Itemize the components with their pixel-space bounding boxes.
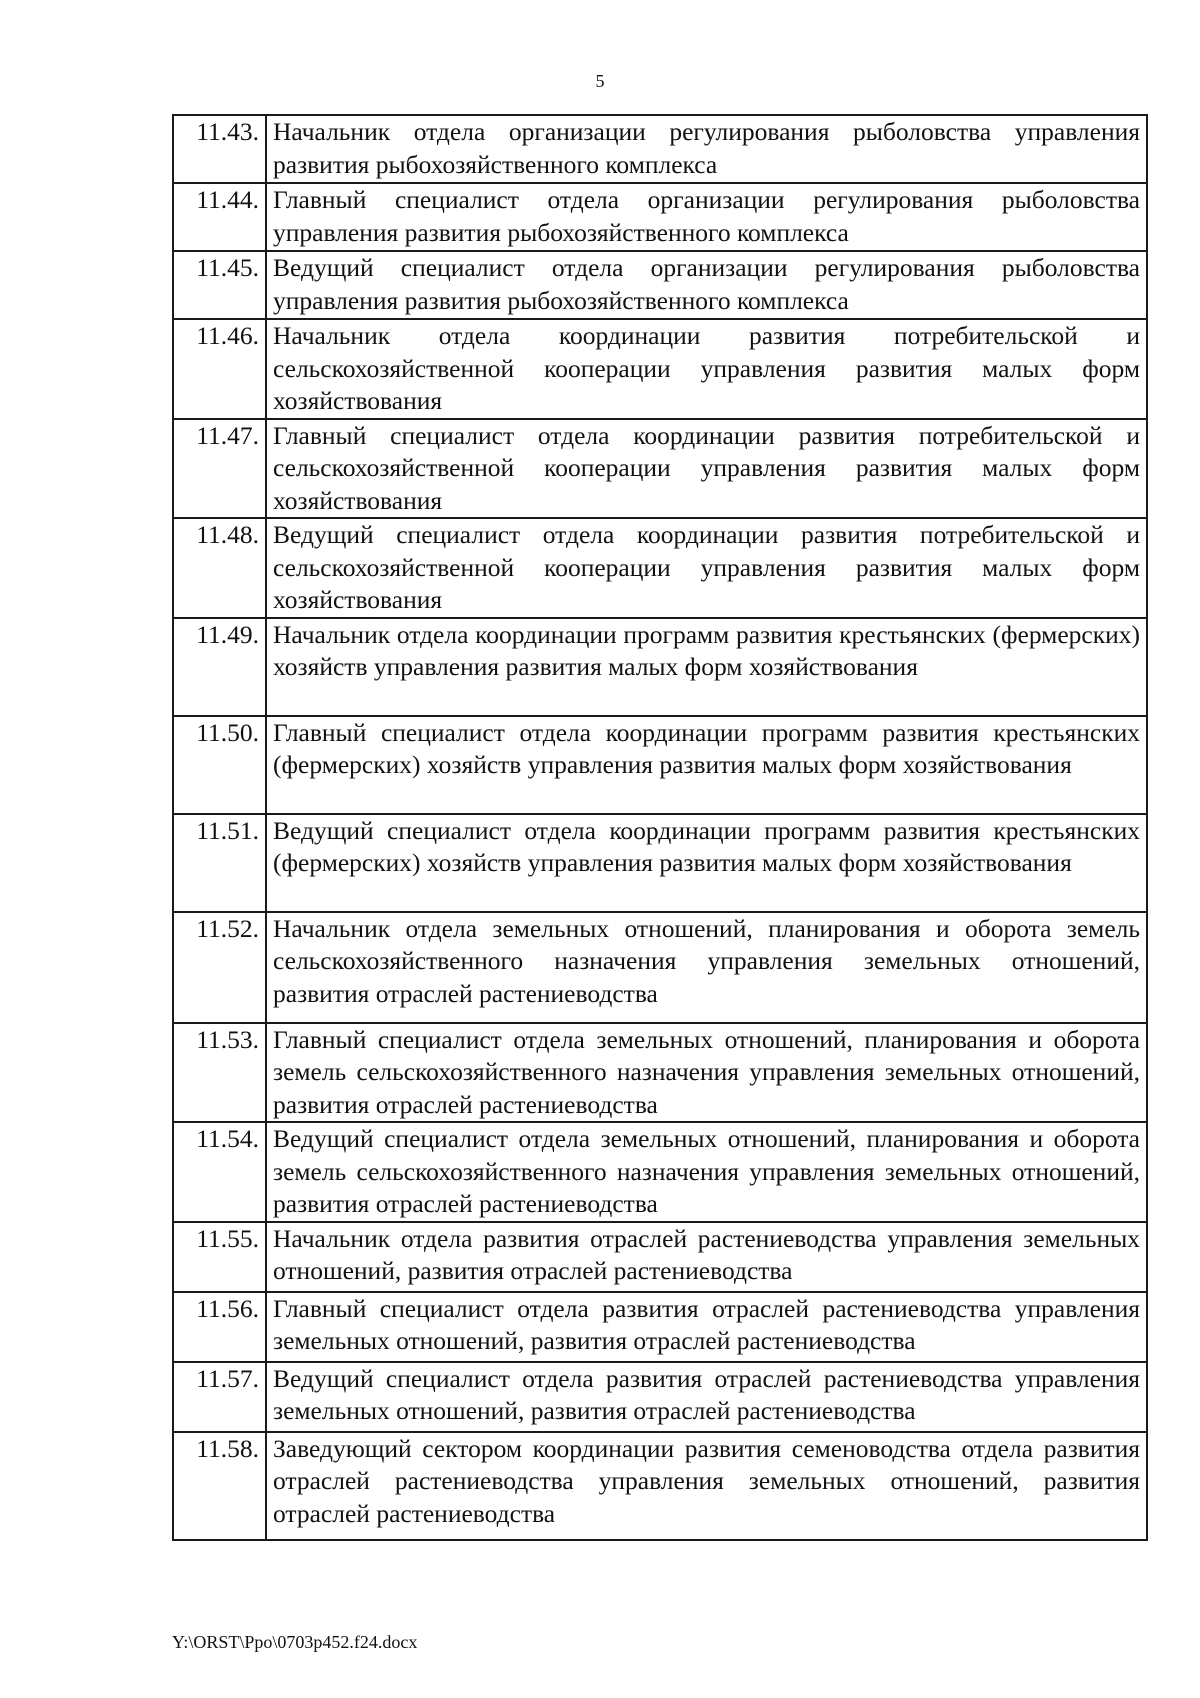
table-row	[173, 419, 1147, 519]
table-row	[173, 1023, 1147, 1123]
position-title: Главный специалист отдела земельных отношений, планирования и оборота земель сельскохозяйственного назначения управления земельных отношений, развития отраслей растениеводства	[266, 1023, 1147, 1123]
position-title: Главный специалист отдела организации регулирования рыболовства управления развития рыбохозяйственного комплекса	[266, 183, 1147, 251]
table-row	[173, 1222, 1147, 1292]
row-number: 11.47.	[173, 419, 266, 519]
table-row	[173, 115, 1147, 183]
page-number: 5	[595, 71, 605, 91]
table-row	[173, 251, 1147, 319]
position-title: Заведующий сектором координации развития семеноводства отдела развития отраслей растениеводства управления земельных отношений, развития отраслей растениеводства	[266, 1432, 1147, 1540]
position-title: Главный специалист отдела координации развития потребительской и сельскохозяйственной кооперации управления развития малых форм хозяйствования	[266, 419, 1147, 519]
positions-table-body	[173, 115, 1147, 1540]
position-title: Начальник отдела организации регулирования рыболовства управления развития рыбохозяйственного комплекса	[266, 115, 1147, 183]
table-row	[173, 518, 1147, 618]
row-number: 11.57.	[173, 1362, 266, 1432]
table-row	[173, 1292, 1147, 1362]
position-title: Главный специалист отдела развития отраслей растениеводства управления земельных отношений, развития отраслей растениеводства	[266, 1292, 1147, 1362]
row-number: 11.53.	[173, 1023, 266, 1123]
position-title: Начальник отдела земельных отношений, планирования и оборота земель сельскохозяйственного назначения управления земельных отношений, развития отраслей растениеводства	[266, 912, 1147, 1023]
table-row	[173, 716, 1147, 814]
footer-file-path: Y:\ORST\Ppo\0703p452.f24.docx	[172, 1632, 418, 1652]
row-number: 11.48.	[173, 518, 266, 618]
table-row	[173, 183, 1147, 251]
table-row	[173, 618, 1147, 716]
positions-table	[172, 114, 1148, 1541]
row-number: 11.50.	[173, 716, 266, 814]
table-row	[173, 814, 1147, 912]
row-number: 11.43.	[173, 115, 266, 183]
table-row	[173, 1362, 1147, 1432]
row-number: 11.51.	[173, 814, 266, 912]
position-title: Ведущий специалист отдела земельных отношений, планирования и оборота земель сельскохозяйственного назначения управления земельных отношений, развития отраслей растениеводства	[266, 1122, 1147, 1222]
position-title: Ведущий специалист отдела координации развития потребительской и сельскохозяйственной кооперации управления развития малых форм хозяйствования	[266, 518, 1147, 618]
table-row	[173, 912, 1147, 1023]
row-number: 11.44.	[173, 183, 266, 251]
row-number: 11.58.	[173, 1432, 266, 1540]
position-title: Начальник отдела координации развития потребительской и сельскохозяйственной кооперации управления развития малых форм хозяйствования	[266, 319, 1147, 419]
row-number: 11.56.	[173, 1292, 266, 1362]
row-number: 11.52.	[173, 912, 266, 1023]
row-number: 11.54.	[173, 1122, 266, 1222]
row-number: 11.46.	[173, 319, 266, 419]
position-title: Начальник отдела координации программ развития крестьянских (фермерских) хозяйств управления развития малых форм хозяйствования	[266, 618, 1147, 716]
position-title: Ведущий специалист отдела координации программ развития крестьянских (фермерских) хозяйств управления развития малых форм хозяйствования	[266, 814, 1147, 912]
table-row	[173, 1432, 1147, 1540]
row-number: 11.55.	[173, 1222, 266, 1292]
position-title: Главный специалист отдела координации программ развития крестьянских (фермерских) хозяйств управления развития малых форм хозяйствования	[266, 716, 1147, 814]
position-title: Начальник отдела развития отраслей растениеводства управления земельных отношений, развития отраслей растениеводства	[266, 1222, 1147, 1292]
position-title: Ведущий специалист отдела развития отраслей растениеводства управления земельных отношений, развития отраслей растениеводства	[266, 1362, 1147, 1432]
table-row	[173, 319, 1147, 419]
position-title: Ведущий специалист отдела организации регулирования рыболовства управления развития рыбохозяйственного комплекса	[266, 251, 1147, 319]
row-number: 11.49.	[173, 618, 266, 716]
row-number: 11.45.	[173, 251, 266, 319]
table-row	[173, 1122, 1147, 1222]
